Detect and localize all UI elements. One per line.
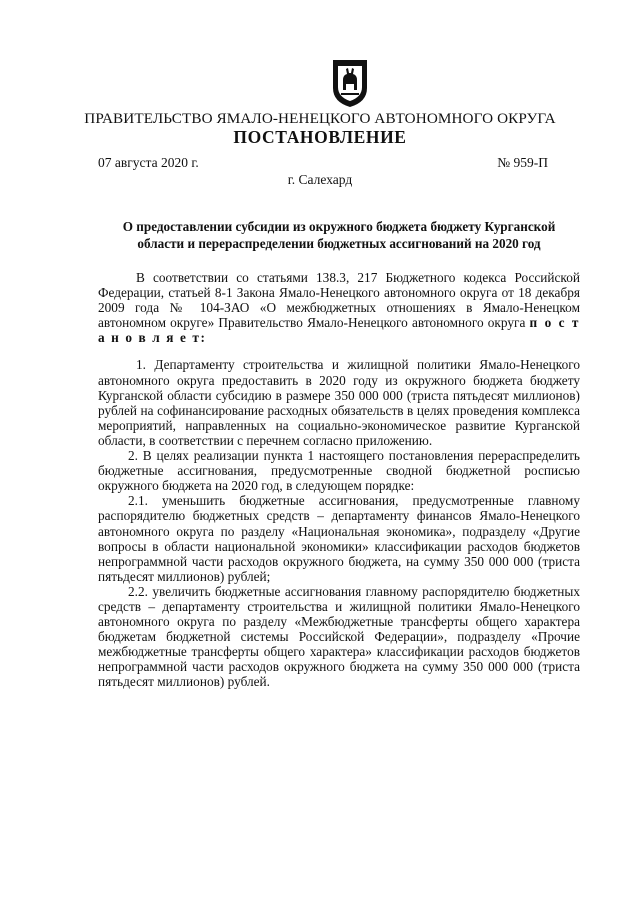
- document-title: О предоставлении субсидии из окружного бюджета бюджету Курганской области и перераспределении бюджетных ассигнований на 2020 год: [122, 219, 556, 251]
- document-city: г. Салехард: [287, 172, 353, 187]
- decree-word: п о с т а н о в л я е т:: [98, 315, 580, 346]
- preamble-paragraph: [98, 270, 580, 345]
- document-date: 07 августа 2020 г.: [98, 155, 199, 170]
- clause-2-1: 2.1. уменьшить бюджетные ассигнования, предусмотренные главному распорядителю бюджетных средств – департаменту финансов Ямало-Ненецкого автономного округа по разделу «Национальная экономика», подразделу «Другие вопросы в области национальной экономики» классификации расходов бюджетов непрограммной части расходов окружного бюджета, на сумму 350 000 000 (триста пятьдесят миллионов) рублей;: [98, 493, 580, 584]
- clause-2: 2. В целях реализации пункта 1 настоящего постановления перераспределить бюджетные ассигнования, предусмотренные сводной бюджетной росписью окружного бюджета на 2020 год, в следующем порядке:: [98, 448, 580, 494]
- document-type: ПОСТАНОВЛЕНИЕ: [233, 127, 407, 147]
- document-body: [98, 270, 580, 690]
- clause-2-2: 2.2. увеличить бюджетные ассигнования главному распорядителю бюджетных средств – департаменту строительства и жилищной политики Ямало-Ненецкого автономного округа по разделу «Межбюджетные трансферты общего характера бюджетам бюджетной системы Российской Федерации», подразделу «Прочие межбюджетные трансферты общего характера» классификации расходов бюджетов непрограммной части расходов окружного бюджета на сумму 350 000 000 (триста пятьдесят миллионов) рублей.: [98, 583, 580, 690]
- government-name: ПРАВИТЕЛЬСТВО ЯМАЛО-НЕНЕЦКОГО АВТОНОМНОГО ОКРУГА: [84, 110, 556, 127]
- preamble-text: В соответствии со статьями 138.3, 217 Бюджетного кодекса Российской Федерации, статьей 8-1 Закона Ямало-Ненецкого автономного округа от 18 декабря 2009 года № 104-ЗАО «О межбюджетных отношениях в Ямало-Ненецком автономном округе» Правительство Ямало-Ненецкого автономного округа: [98, 270, 580, 331]
- coat-of-arms-icon: [329, 58, 371, 108]
- document-number: № 959-П: [497, 155, 548, 170]
- clause-1: 1. Департаменту строительства и жилищной политики Ямало-Ненецкого автономного округа предоставить в 2020 году из окружного бюджета бюджету Курганской области субсидию в размере 350 000 000 (триста пятьдесят миллионов) рублей на софинансирование расходных обязательств в целях проведения комплекса мероприятий, направленных на социально-экономическое развитие Курганской области, в соответствии с перечнем согласно приложению.: [98, 357, 580, 448]
